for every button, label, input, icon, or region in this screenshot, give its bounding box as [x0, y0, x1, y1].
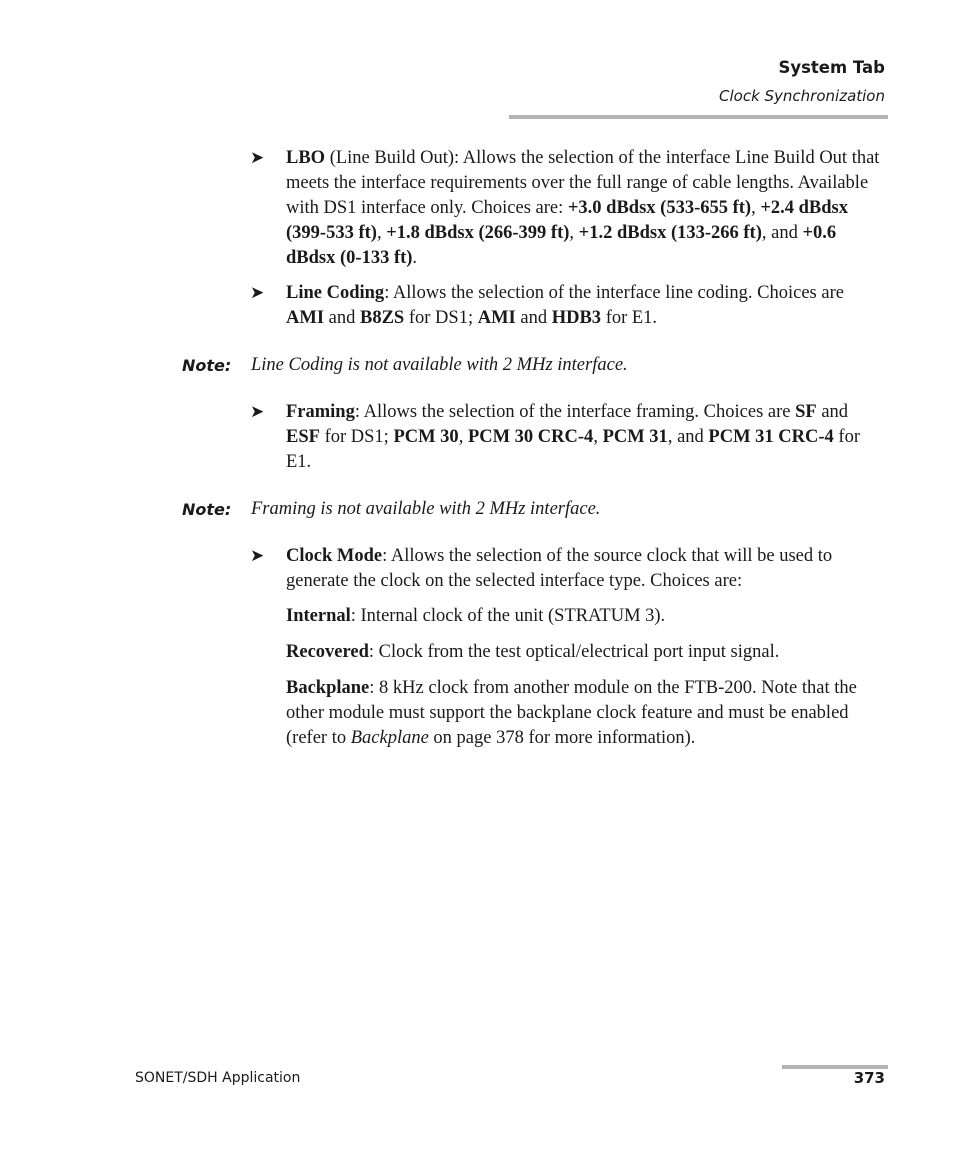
choice: AMI	[477, 308, 516, 328]
bullet-clock-mode	[250, 544, 886, 594]
page-number: 373	[853, 1069, 885, 1087]
lbo-choice: +0.6 dBdsx (0-133 ft)	[286, 223, 837, 268]
note-label: Note:	[182, 356, 232, 375]
note-label: Note:	[182, 500, 232, 519]
choice: B8ZS	[360, 308, 405, 328]
bullet-line-coding	[250, 281, 886, 331]
bullet-arrow-icon: ➤	[250, 402, 265, 422]
choice: SF	[795, 402, 817, 422]
bullet-lbo	[250, 146, 886, 271]
lbo-choice: +2.4 dBdsx (399-533 ft)	[286, 198, 849, 243]
lbo-text: (Line Build Out): Allows the selection of the interface Line Build Out that meets the interface requirements over the full range of cable lengths. Available with DS1 interface only. Choices are:	[286, 148, 880, 218]
para-recovered	[286, 640, 886, 665]
sep: for E1.	[601, 308, 658, 328]
note-text: Framing is not available with 2 MHz interface.	[251, 499, 601, 519]
sep: , and	[761, 223, 803, 243]
sep: for DS1;	[319, 427, 394, 447]
para-backplane	[286, 676, 886, 751]
sep: and	[324, 308, 360, 328]
header-rule	[509, 115, 888, 119]
sep: , and	[667, 427, 709, 447]
lbo-choice: +3.0 dBdsx (533-655 ft)	[567, 198, 752, 218]
term-line-coding: Line Coding	[286, 283, 385, 303]
term-framing: Framing	[286, 402, 355, 422]
backplane-text: : 8 kHz clock from another module on the FTB-200. Note that the other module must support the backplane clock feature and must be enabled (refer to	[286, 678, 857, 748]
term-recovered: Recovered	[286, 642, 369, 662]
lbo-choice: +1.2 dBdsx (133-266 ft)	[578, 223, 762, 243]
bullet-arrow-icon: ➤	[250, 148, 265, 168]
note-text: Line Coding is not available with 2 MHz interface.	[251, 355, 628, 375]
recovered-text: : Clock from the test optical/electrical port input signal.	[368, 642, 780, 662]
term-internal: Internal	[286, 606, 351, 626]
sep: and	[816, 402, 849, 422]
running-header-title: System Tab	[778, 58, 885, 77]
sep: ,	[751, 198, 761, 218]
sep: ,	[376, 223, 387, 243]
choice: AMI	[286, 308, 325, 328]
lbo-choice: +1.8 dBdsx (266-399 ft)	[386, 223, 570, 243]
bullet-arrow-icon: ➤	[250, 546, 265, 566]
sep: .	[412, 248, 418, 268]
sep: ,	[458, 427, 468, 447]
footer-book-title: SONET/SDH Application	[135, 1070, 301, 1086]
bullet-arrow-icon: ➤	[250, 283, 265, 303]
clock-mode-text: : Allows the selection of the source clock that will be used to generate the clock on the selected interface type. Choices are:	[286, 546, 833, 591]
para-internal	[286, 604, 886, 629]
sep: for DS1;	[404, 308, 478, 328]
term-clock-mode: Clock Mode	[286, 546, 383, 566]
cross-reference-link[interactable]: Backplane	[350, 728, 429, 748]
choice: PCM 31 CRC-4	[708, 427, 834, 447]
running-header-subtitle: Clock Synchronization	[719, 87, 885, 105]
term-lbo: LBO	[286, 148, 326, 168]
choice: PCM 31	[602, 427, 668, 447]
internal-text: : Internal clock of the unit (STRATUM 3).	[350, 606, 666, 626]
sep: for E1.	[286, 427, 860, 472]
backplane-text-end: on page 378 for more information).	[428, 728, 696, 748]
choice: ESF	[286, 427, 320, 447]
sep: and	[515, 308, 552, 328]
sep: ,	[593, 427, 603, 447]
choice: PCM 30 CRC-4	[467, 427, 594, 447]
line-coding-text: : Allows the selection of the interface line coding. Choices are	[384, 283, 844, 303]
bullet-framing	[250, 400, 886, 475]
choice: HDB3	[551, 308, 602, 328]
sep: ,	[569, 223, 579, 243]
term-backplane: Backplane	[286, 678, 370, 698]
framing-text: : Allows the selection of the interface framing. Choices are	[354, 402, 796, 422]
choice: PCM 30	[393, 427, 459, 447]
